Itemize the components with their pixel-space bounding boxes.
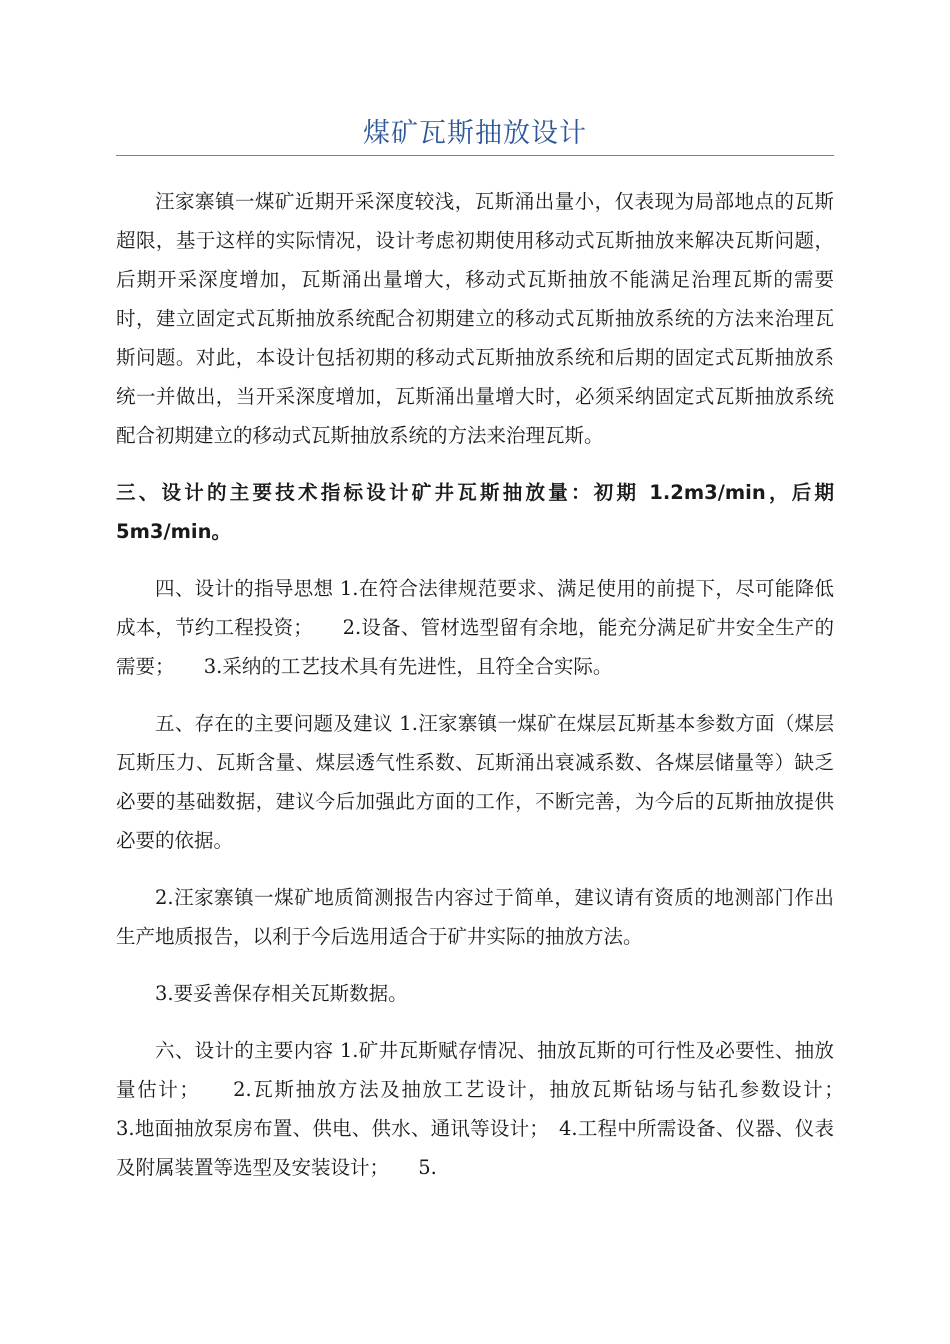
section-5-paragraph-1: 五、存在的主要问题及建议 1.汪家寨镇一煤矿在煤层瓦斯基本参数方面（煤层瓦斯压力、瓦斯含量、煤层透气性系数、瓦斯涌出衰减系数、各煤层储量等）缺乏必要的基础数据，建议今后加强此方面的工作，不断完善，为今后的瓦斯抽放提供必要的依据。	[116, 712, 834, 852]
section-4-paragraph: 四、设计的指导思想 1.在符合法律规范要求、满足使用的前提下，尽可能降低成本，节约工程投资； 2.设备、管材选型留有余地，能充分满足矿井安全生产的需要； 3.采纳的工艺技术具有先进性，且符全合实际。	[116, 577, 834, 678]
section-6-paragraph: 六、设计的主要内容 1.矿井瓦斯赋存情况、抽放瓦斯的可行性及必要性、抽放量估计； 2.瓦斯抽放方法及抽放工艺设计，抽放瓦斯钻场与钻孔参数设计； 3.地面抽放泵房布置、供电、供水、通讯等设计； 4.工程中所需设备、仪器、仪表及附属装置等选型及安装设计； 5.	[116, 1039, 874, 1179]
document-title: 煤矿瓦斯抽放设计	[116, 116, 834, 156]
section-3-heading: 三、设计的主要技术指标设计矿井瓦斯抽放量：初期 1.2m3/min，后期 5m3/min。	[116, 481, 834, 543]
section-5-paragraph-2: 2.汪家寨镇一煤矿地质简测报告内容过于简单，建议请有资质的地测部门作出生产地质报告，以利于今后选用适合于矿井实际的抽放方法。	[116, 886, 834, 948]
intro-paragraph: 汪家寨镇一煤矿近期开采深度较浅，瓦斯涌出量小，仅表现为局部地点的瓦斯超限，基于这样的实际情况，设计考虑初期使用移动式瓦斯抽放来解决瓦斯问题，后期开采深度增加，瓦斯涌出量增大，移动式瓦斯抽放不能满足治理瓦斯的需要时，建立固定式瓦斯抽放系统配合初期建立的移动式瓦斯抽放系统的方法来治理瓦斯问题。对此，本设计包括初期的移动式瓦斯抽放系统和后期的固定式瓦斯抽放系统一并做出，当开采深度增加，瓦斯涌出量增大时，必须采纳固定式瓦斯抽放系统配合初期建立的移动式瓦斯抽放系统的方法来治理瓦斯。	[116, 190, 834, 447]
document-page	[116, 0, 874, 1187]
section-5-paragraph-3: 3.要妥善保存相关瓦斯数据。	[155, 982, 408, 1005]
